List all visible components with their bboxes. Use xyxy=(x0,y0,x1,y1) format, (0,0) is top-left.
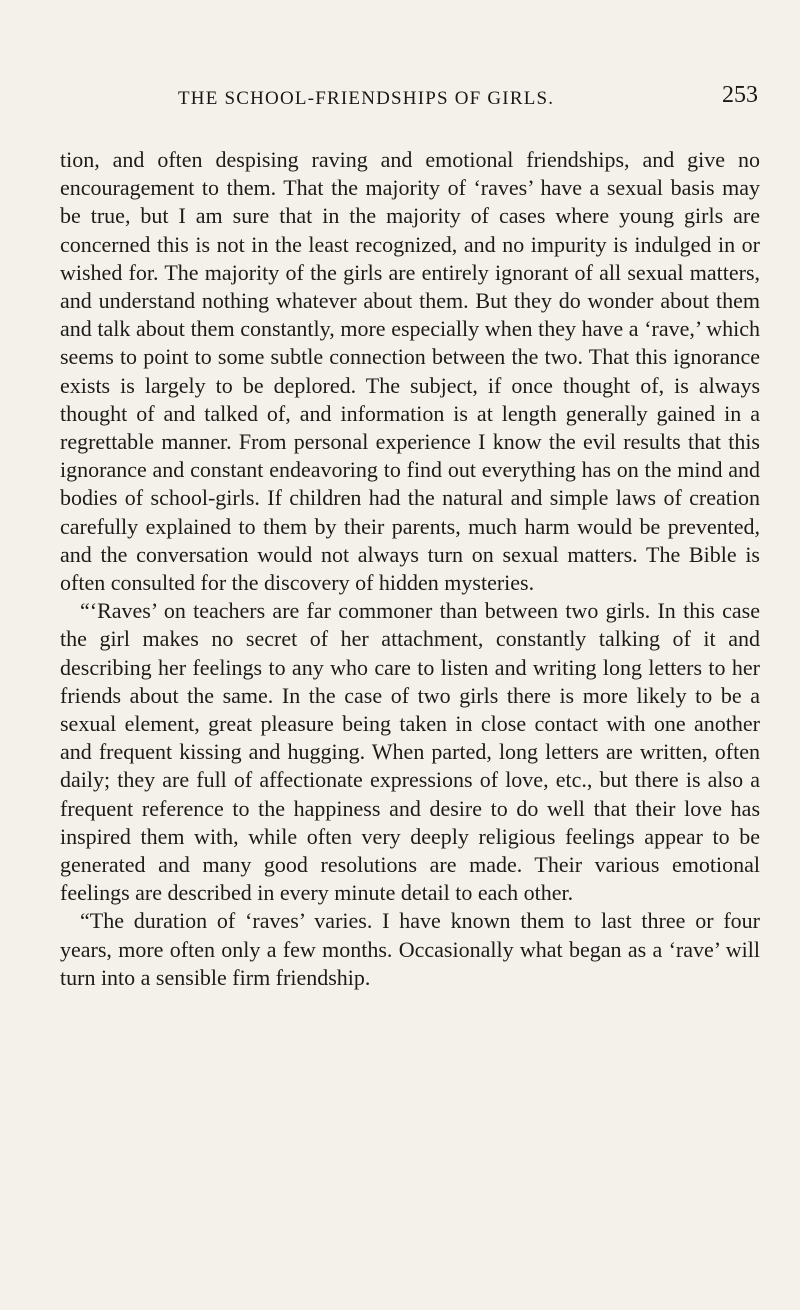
page-number: 253 xyxy=(722,82,758,108)
paragraph-raves-on-teachers: “‘Raves’ on teachers are far commoner than between two girls. In this case the girl makes no secret of her attachment, constantly talking of it and describing her feelings to any who care to listen and writing long letters to her friends about the same. In the case of two girls there is more likely to be a sexual element, great pleasure being taken in close contact with one another and frequent kissing and hugging. When parted, long letters are written, often daily; they are full of affectionate expressions of love, etc., but there is also a frequent reference to the happiness and desire to do well that their love has inspired them with, while often very deeply religious feelings appear to be generated and many good resolutions are made. Their various emotional feelings are described in every minute detail to each other. xyxy=(60,598,760,906)
paragraph-continuation: tion, and often despising raving and emotional friendships, and give no encouragement to them. That the majority of ‘raves’ have a sexual basis may be true, but I am sure that in the majority of cases where young girls are concerned this is not in the least recognized, and no impurity is indulged in or wished for. The majority of the girls are entirely ignorant of all sexual matters, and understand nothing whatever about them. But they do wonder about them and talk about them constantly, more especially when they have a ‘rave,’ which seems to point to some subtle connection between the two. That this ignorance exists is largely to be deplored. The subject, if once thought of, is always thought of and talked of, and information is at length generally gained in a regrettable manner. From personal experience I know the evil results that this ignorance and constant endeavoring to find out everything has on the mind and bodies of school-girls. If children had the natural and simple laws of creation carefully explained to them by their parents, much harm would be prevented, and the conversation would not always turn on sexual matters. The Bible is often consulted for the discovery of hidden mysteries. xyxy=(60,147,760,596)
paragraph-duration-of-raves: “The duration of ‘raves’ varies. I have known them to last three or four years, more often only a few months. Occasionally what began as a ‘rave’ will turn into a sensible firm friendship. xyxy=(60,908,760,990)
running-title: THE SCHOOL-FRIENDSHIPS OF GIRLS. xyxy=(178,88,555,109)
running-head xyxy=(60,82,758,122)
body-text xyxy=(60,146,760,992)
